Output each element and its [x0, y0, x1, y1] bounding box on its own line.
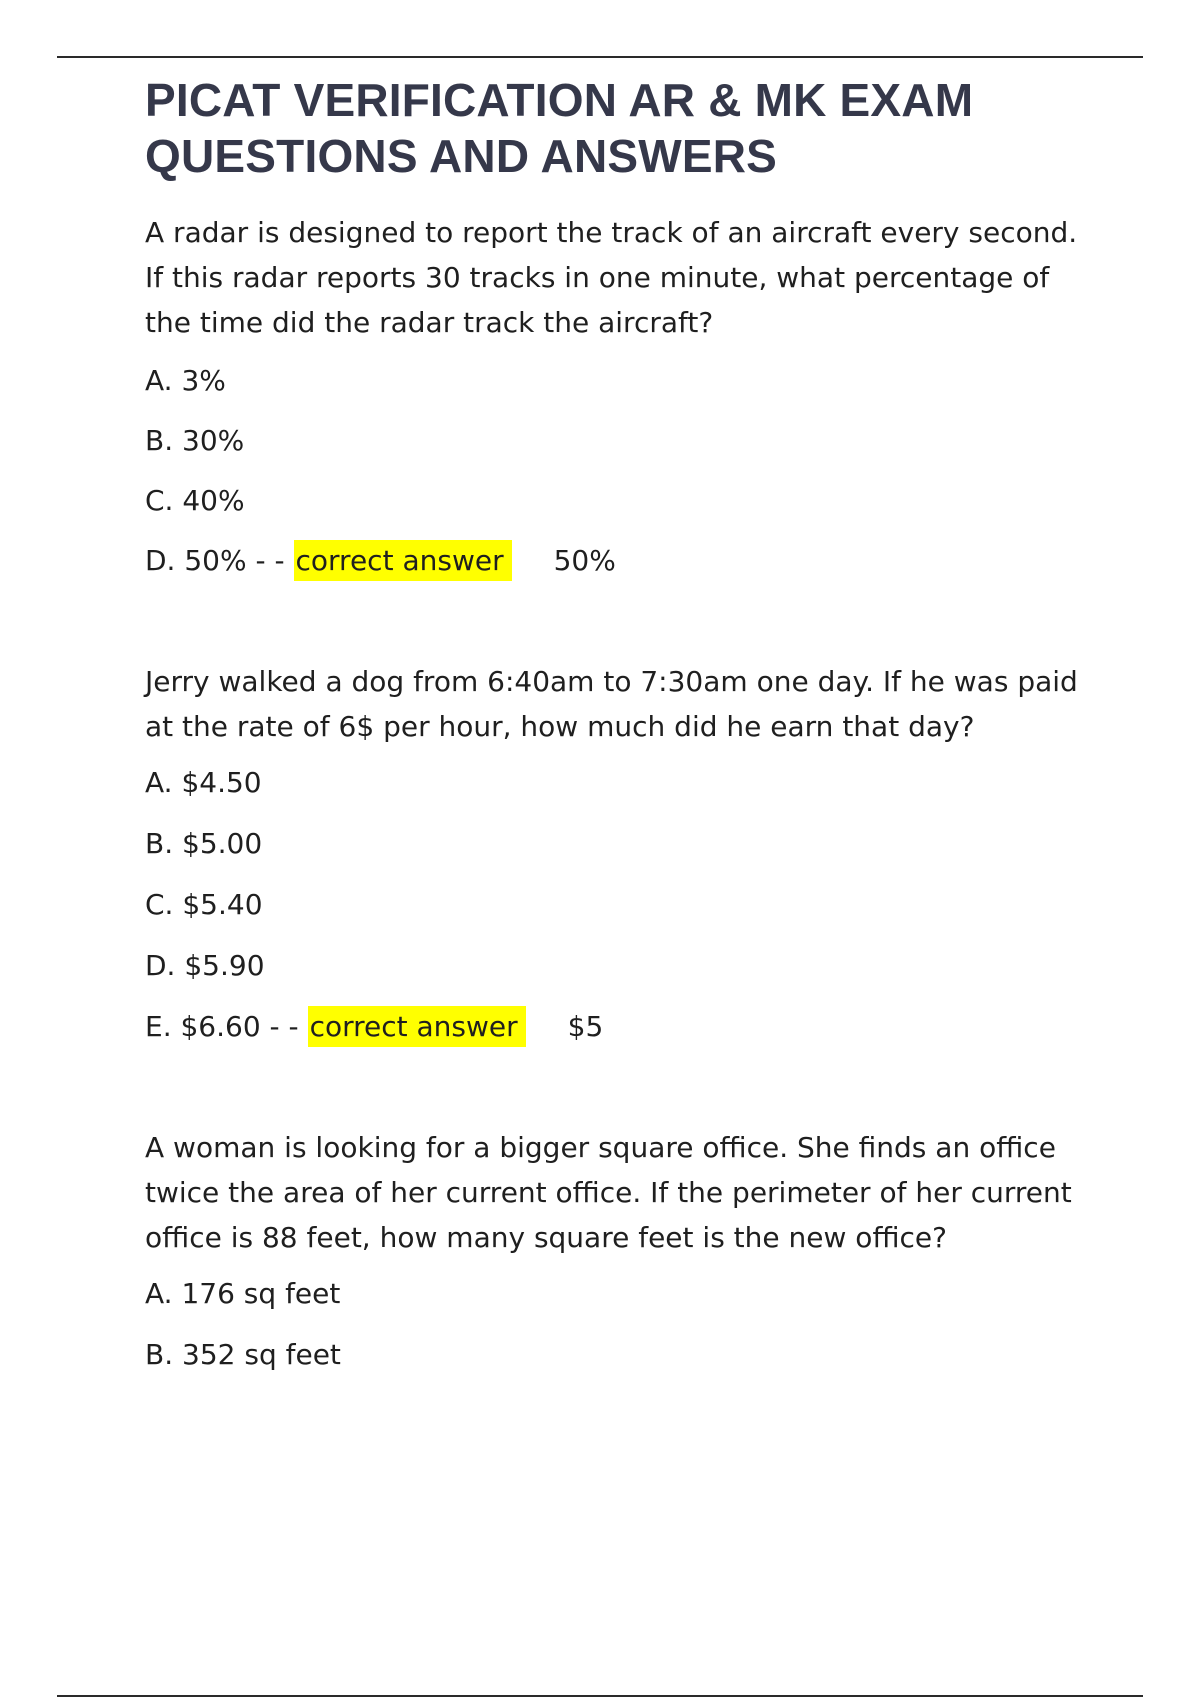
bottom-rule: [57, 1695, 1143, 1697]
answer-option: B. 352 sq feet: [145, 1338, 341, 1371]
question-3: [145, 1125, 1095, 1377]
correct-answer-option: [145, 1005, 1095, 1049]
question-text: A radar is designed to report the track of an aircraft every second. If this radar reports 30 tracks in one minute, what percentage of the time did the radar track the aircraft?: [145, 216, 1078, 339]
question-2: [145, 659, 1095, 1049]
answer-option-label: D. 50% - -: [145, 544, 294, 577]
question-text: A woman is looking for a bigger square office. She finds an office twice the area of her current office. If the perimeter of her current office is 88 feet, how many square feet is the new office?: [145, 1131, 1072, 1254]
page-title: PICAT VERIFICATION AR & MK EXAM QUESTIONS AND ANSWERS: [145, 74, 974, 182]
correct-answer-option: [145, 539, 1095, 583]
answer-option: A. 176 sq feet: [145, 1277, 341, 1310]
question-text: Jerry walked a dog from 6:40am to 7:30am one day. If he was paid at the rate of 6$ per hour, how much did he earn that day?: [145, 665, 1078, 743]
answer-option: B. 30%: [145, 424, 245, 457]
correct-answer-highlight: correct answer: [308, 1006, 526, 1047]
answer-option: A. 3%: [145, 364, 226, 397]
answer-value: $5: [567, 1010, 604, 1043]
correct-answer-highlight: correct answer: [294, 540, 512, 581]
answer-option: C. 40%: [145, 484, 245, 517]
answer-value: 50%: [553, 544, 616, 577]
top-rule: [57, 56, 1143, 58]
answer-option: A. $4.50: [145, 766, 262, 799]
answer-option: B. $5.00: [145, 827, 263, 860]
document-body: [145, 72, 1095, 1377]
answer-option: D. $5.90: [145, 949, 265, 982]
answer-option: C. $5.40: [145, 888, 263, 921]
answer-option-label: E. $6.60 - -: [145, 1010, 308, 1043]
question-1: [145, 210, 1095, 583]
